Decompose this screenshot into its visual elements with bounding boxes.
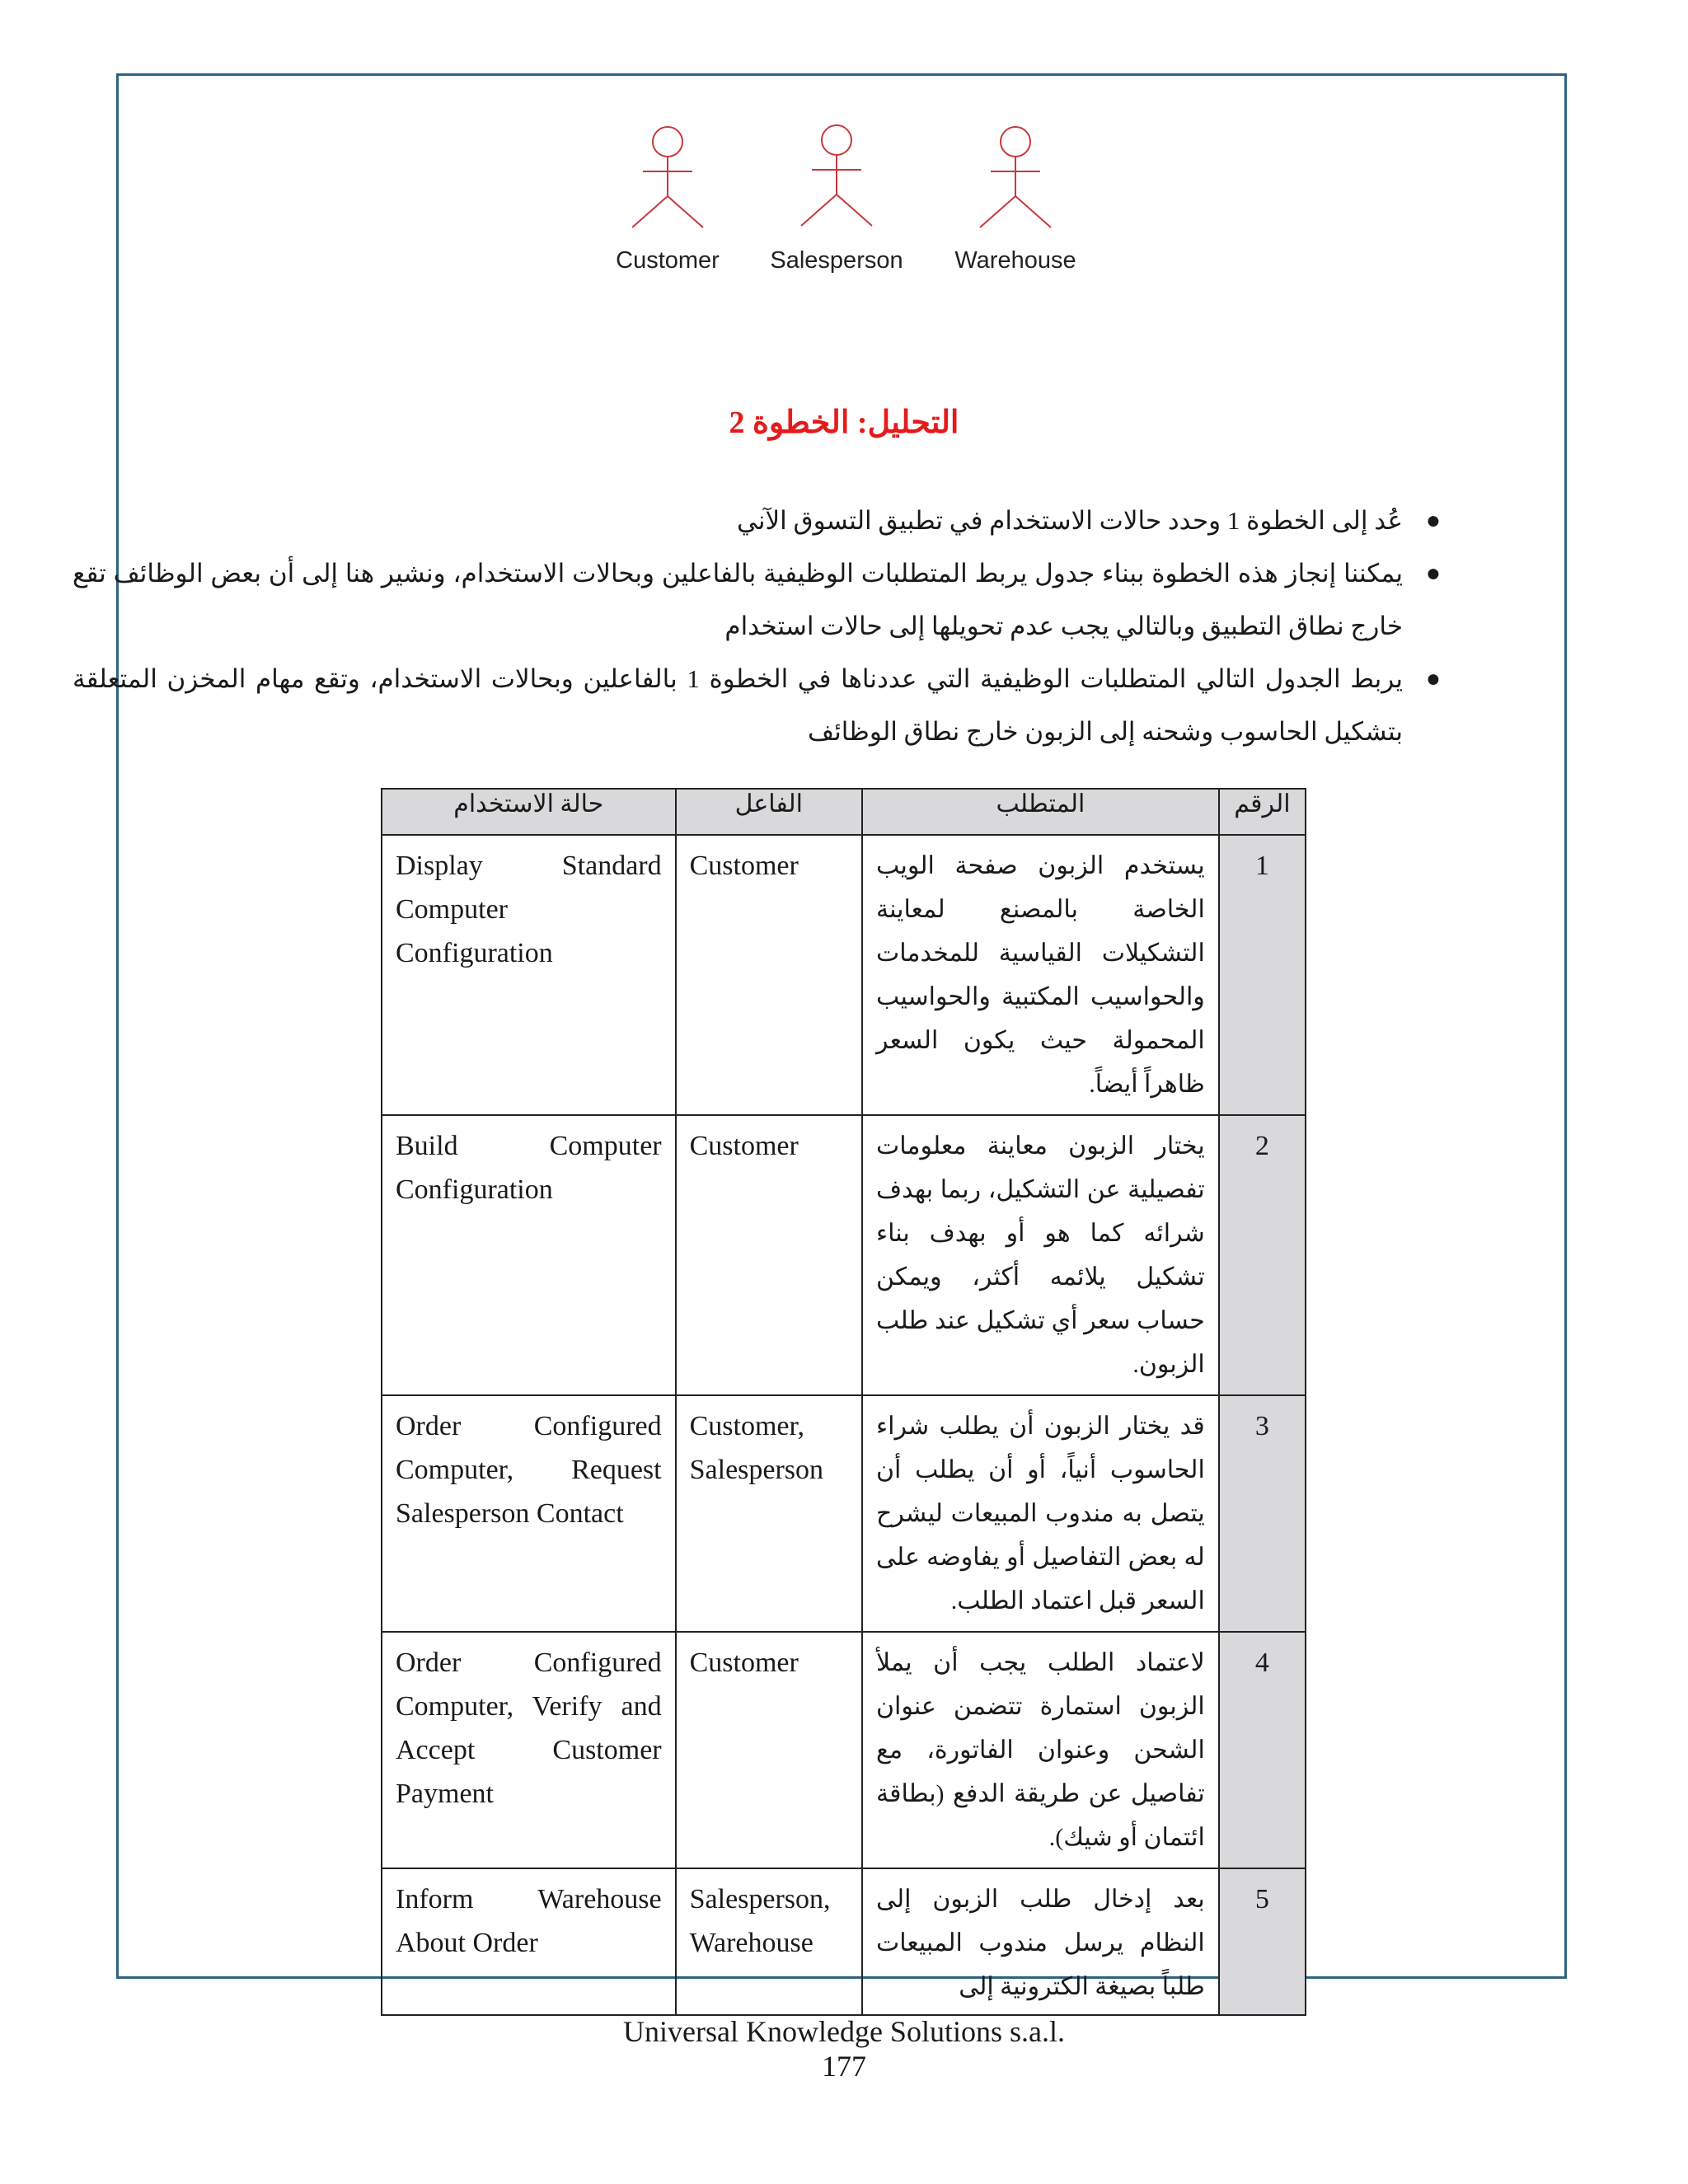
number-cell: 5 xyxy=(1219,1868,1306,2015)
use-case-cell: Display Standard Computer Configuration xyxy=(382,835,676,1115)
actor-label: Customer xyxy=(616,247,720,274)
table-row xyxy=(382,835,1306,1115)
header-use-case: حالة الاستخدام xyxy=(382,789,676,835)
actor-label: Salesperson xyxy=(770,247,903,274)
stick-figure-icon xyxy=(791,124,882,231)
number-cell: 3 xyxy=(1219,1395,1306,1632)
list-item xyxy=(73,653,1441,758)
actor-cell: Customer xyxy=(676,835,862,1115)
table-header-row xyxy=(382,789,1306,835)
number-cell: 2 xyxy=(1219,1115,1306,1395)
page-number: 177 xyxy=(822,2050,866,2083)
bullet-icon: ● xyxy=(1425,507,1441,534)
requirement-cell: يختار الزبون معاينة معلومات تفصيلية عن التشكيل، ربما بهدف شرائه كما هو أو بهدف بناء تشكيل يلائمه أكثر، ويمكن حساب سعر أي تشكيل عند طلب الزبون. xyxy=(862,1115,1219,1395)
stick-figure-icon xyxy=(970,124,1061,231)
actor-cell: Customer xyxy=(676,1632,862,1868)
section-heading: التحليل: الخطوة 2 xyxy=(729,405,959,440)
requirements-table xyxy=(381,788,1306,2016)
stick-figure-icon xyxy=(622,124,713,231)
use-case-cell: Order Configured Computer, Verify and Accept Customer Payment xyxy=(382,1632,676,1868)
actor-label: Warehouse xyxy=(954,247,1076,274)
table-row xyxy=(382,1115,1306,1395)
header-requirement: المتطلب xyxy=(862,789,1219,835)
requirement-text: بعد إدخال طلب الزبون إلى النظام يرسل مندوب المبيعات طلباً بصيغة الكترونية إلى xyxy=(876,1886,1205,2000)
requirement-cell: يستخدم الزبون صفحة الويب الخاصة بالمصنع لمعاينة التشكيلات القياسية للمخدمات والحواسيب المكتبية والحواسيب المحمولة حيث يكون السعر ظاهراً أيضاً. xyxy=(862,835,1219,1115)
footer-company: Universal Knowledge Solutions s.a.l. xyxy=(623,2015,1065,2048)
bullet-icon: ● xyxy=(1425,560,1441,587)
actor-cell: Salesperson, Warehouse xyxy=(676,1868,862,2015)
number-cell: 4 xyxy=(1219,1632,1306,1868)
bullet-list xyxy=(73,494,1441,758)
actors-diagram xyxy=(577,124,1104,288)
actor-cell: Customer, Salesperson xyxy=(676,1395,862,1632)
table-row xyxy=(382,1632,1306,1868)
use-case-cell: Order Configured Computer, Request Salesperson Contact xyxy=(382,1395,676,1632)
number-cell: 1 xyxy=(1219,835,1306,1115)
requirement-cell: لاعتماد الطلب يجب أن يملأ الزبون استمارة تتضمن عنوان الشحن وعنوان الفاتورة، مع تفاصيل عن طريقة الدفع (بطاقة ائتمان أو شيك). xyxy=(862,1632,1219,1868)
bullet-icon: ● xyxy=(1425,665,1441,692)
use-case-cell: Inform Warehouse About Order xyxy=(382,1868,676,2015)
list-item-text: يمكننا إنجاز هذه الخطوة ببناء جدول يربط المتطلبات الوظيفية بالفاعلين وبحالات الاستخدام، ونشير هنا إلى أن بعض الوظائف تقع خارج نطاق التطبيق وبالتالي يجب عدم تحويلها إلى حالات استخدام xyxy=(73,559,1403,640)
list-item-text: عُد إلى الخطوة 1 وحدد حالات الاستخدام في تطبيق التسوق الآني xyxy=(737,506,1403,535)
table-row xyxy=(382,1395,1306,1632)
header-number: الرقم xyxy=(1219,789,1306,835)
list-item xyxy=(73,494,1441,547)
requirement-cell: قد يختار الزبون أن يطلب شراء الحاسوب أنياً، أو أن يطلب أن يتصل به مندوب المبيعات ليشرح له بعض التفاصيل أو يفاوضه على السعر قبل اعتماد الطلب. xyxy=(862,1395,1219,1632)
list-item-text: يربط الجدول التالي المتطلبات الوظيفية التي عددناها في الخطوة 1 بالفاعلين وبحالات الاستخدام، وتقع مهام المخزن المتعلقة بتشكيل الحاسوب وشحنه إلى الزبون خارج نطاق الوظائف xyxy=(73,664,1403,746)
use-case-cell: Build Computer Configuration xyxy=(382,1115,676,1395)
actor-warehouse xyxy=(925,124,1106,274)
table-row xyxy=(382,1868,1306,2015)
actor-salesperson xyxy=(746,124,927,274)
actor-cell: Customer xyxy=(676,1115,862,1395)
list-item xyxy=(73,547,1441,653)
page-footer xyxy=(0,2014,1688,2083)
actor-customer xyxy=(577,124,758,274)
requirement-cell xyxy=(862,1868,1219,2015)
header-actor: الفاعل xyxy=(676,789,862,835)
